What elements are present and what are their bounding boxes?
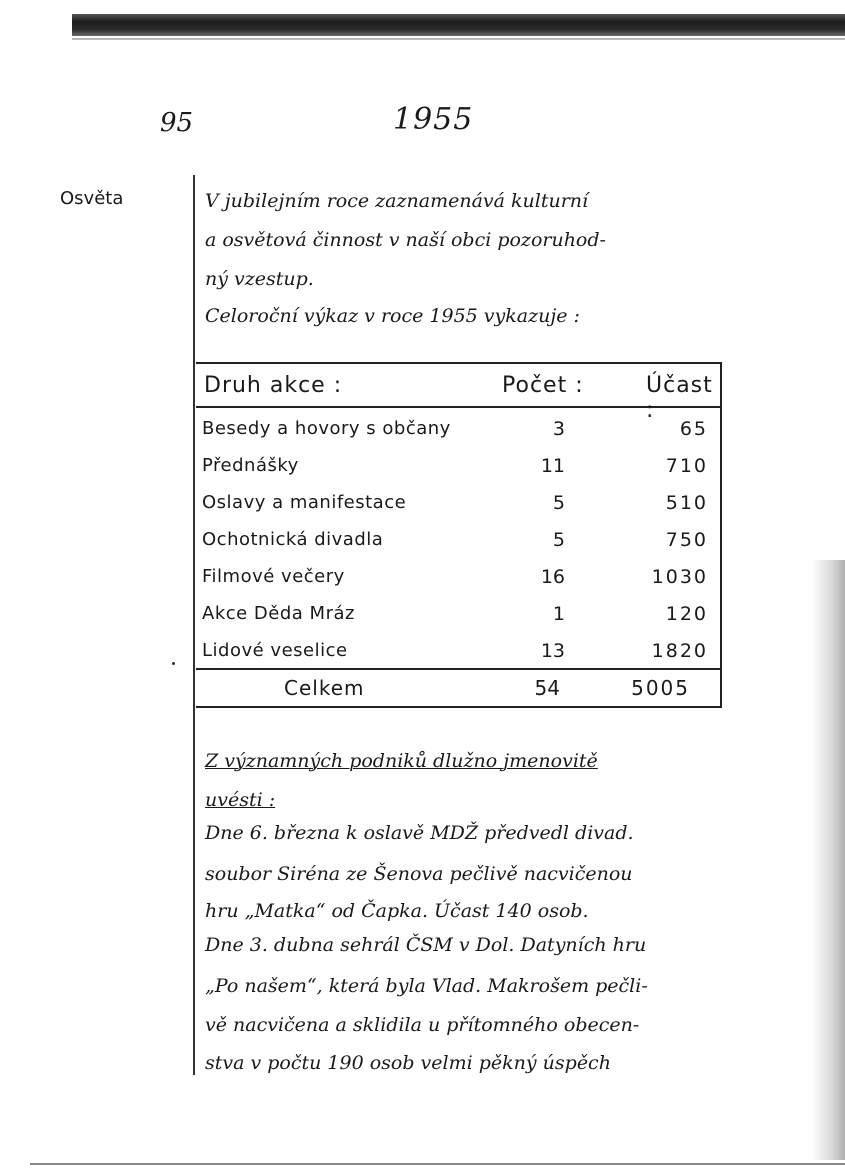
body-line: Dne 3. dubna sehrál ČSM v Dol. Datyních hru bbox=[205, 934, 647, 956]
margin-line bbox=[193, 175, 195, 1075]
row-type: Besedy a hovory s občany bbox=[202, 418, 451, 439]
row-count: 13 bbox=[540, 640, 565, 662]
row-attendance: 1030 bbox=[651, 566, 708, 588]
row-attendance: 65 bbox=[679, 418, 708, 440]
body-line: stva v počtu 190 osob velmi pěkný úspěch bbox=[205, 1052, 611, 1074]
row-count: 5 bbox=[552, 492, 565, 514]
margin-dot bbox=[172, 662, 175, 665]
body-line: Z významných podniků dlužno jmenovitě bbox=[205, 750, 598, 772]
row-type: Filmové večery bbox=[202, 566, 345, 587]
table-row bbox=[196, 447, 720, 485]
table-row bbox=[196, 410, 720, 448]
scan-bottom-edge bbox=[30, 1163, 845, 1165]
page-number: 95 bbox=[160, 108, 194, 138]
scan-edge-shadow bbox=[811, 560, 845, 1160]
row-type: Lidové veselice bbox=[202, 640, 348, 661]
row-count: 16 bbox=[540, 566, 565, 588]
body-line: hru „Matka“ od Čapka. Účast 140 osob. bbox=[205, 900, 589, 922]
row-count: 5 bbox=[552, 529, 565, 551]
table-total-row bbox=[196, 668, 720, 706]
row-type: Akce Děda Mráz bbox=[202, 603, 355, 624]
table-row bbox=[196, 521, 720, 559]
intro-line: V jubilejním roce zaznamenává kulturní bbox=[205, 190, 589, 212]
row-type: Přednášky bbox=[202, 455, 299, 476]
header-type: Druh akce : bbox=[204, 373, 343, 398]
scan-top-bar bbox=[72, 14, 845, 36]
header-count: Počet : bbox=[502, 373, 584, 398]
table-header-row bbox=[196, 364, 720, 423]
intro-line: Celoroční výkaz v roce 1955 vykazuje : bbox=[205, 305, 580, 327]
body-line: „Po našem“, která byla Vlad. Makrošem pečli- bbox=[205, 975, 648, 997]
body-line: uvésti : bbox=[205, 789, 276, 811]
row-type: Oslavy a manifestace bbox=[202, 492, 407, 513]
scan-top-bar-edge bbox=[72, 38, 845, 40]
row-attendance: 510 bbox=[665, 492, 708, 514]
intro-line: a osvětová činnost v naší obci pozoruhod- bbox=[205, 229, 606, 251]
row-attendance: 710 bbox=[665, 455, 708, 477]
row-count: 1 bbox=[552, 603, 565, 625]
table-row bbox=[196, 558, 720, 596]
row-attendance: 120 bbox=[665, 603, 708, 625]
row-type: Ochotnická divadla bbox=[202, 529, 384, 550]
body-line: vě nacvičena a sklidila u přítomného obecen- bbox=[205, 1014, 640, 1036]
intro-line: ný vzestup. bbox=[205, 268, 314, 290]
body-line: soubor Siréna ze Šenova pečlivě nacvičenou bbox=[205, 863, 633, 885]
row-count: 11 bbox=[540, 455, 565, 477]
activity-table bbox=[196, 362, 722, 708]
section-label: Osvěta bbox=[60, 188, 124, 209]
year-heading: 1955 bbox=[393, 102, 474, 137]
total-attendance: 5005 bbox=[631, 676, 690, 700]
table-row bbox=[196, 484, 720, 522]
table-row bbox=[196, 632, 720, 670]
total-label: Celkem bbox=[284, 676, 365, 700]
row-attendance: 750 bbox=[665, 529, 708, 551]
table-row bbox=[196, 595, 720, 633]
header-attendance: Účast : bbox=[646, 373, 713, 423]
total-count: 54 bbox=[534, 676, 560, 700]
body-line: Dne 6. března k oslavě MDŽ předvedl divad. bbox=[205, 822, 634, 844]
row-attendance: 1820 bbox=[651, 640, 708, 662]
row-count: 3 bbox=[552, 418, 565, 440]
